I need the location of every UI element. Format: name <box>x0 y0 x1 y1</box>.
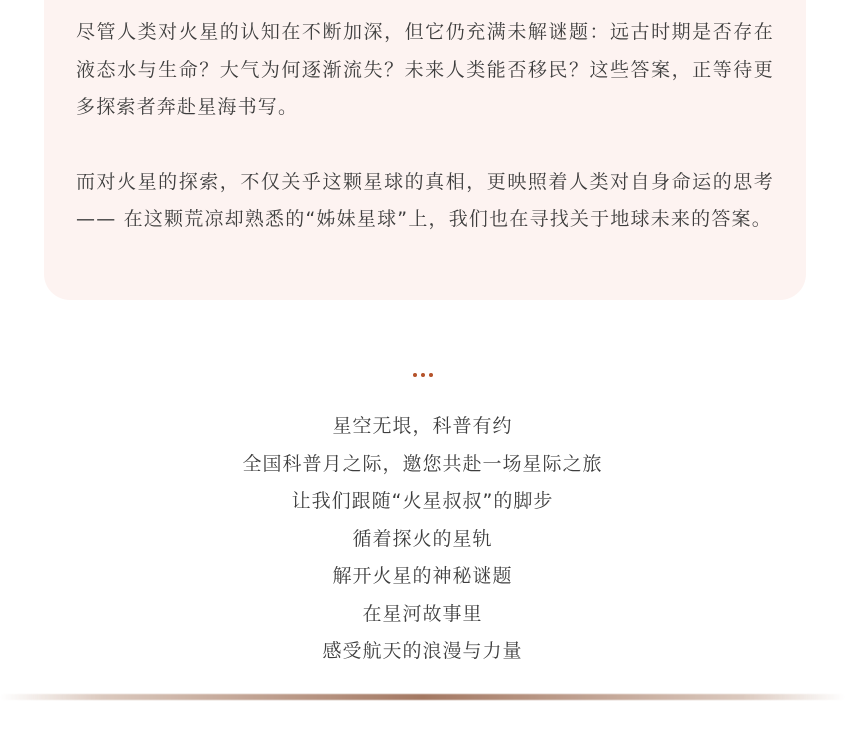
article-paragraph-1: 尽管人类对火星的认知在不断加深，但它仍充满未解谜题：远古时期是否存在液态水与生命？大气为何逐渐流失？未来人类能否移民？这些答案，正等待更多探索者奔赴星海书写。 <box>76 21 774 118</box>
ellipsis-divider-icon <box>0 364 845 384</box>
closing-verse <box>0 408 845 671</box>
closing-line: 解开火星的神秘谜题 <box>332 565 513 587</box>
closing-line: 全国科普月之际，邀您共赴一场星际之旅 <box>242 452 603 475</box>
closing-line: 在星河故事里 <box>362 602 483 625</box>
article-card <box>44 0 806 300</box>
closing-line: 让我们跟随“火星叔叔”的脚步 <box>291 490 554 512</box>
closing-line: 感受航天的浪漫与力量 <box>322 640 523 662</box>
closing-line: 循着探火的星轨 <box>352 527 493 550</box>
divider-dot <box>413 373 417 377</box>
article-paragraph-2: 而对火星的探索，不仅关乎这颗星球的真相，更映照着人类对自身命运的思考 —— 在这颗荒凉却熟悉的“姊妹星球”上，我们也在寻找关于地球未来的答案。 <box>76 170 774 230</box>
divider-dot <box>421 373 425 377</box>
divider-dot <box>429 373 433 377</box>
closing-line: 星空无垠，科普有约 <box>332 415 513 437</box>
bottom-divider <box>0 694 845 700</box>
